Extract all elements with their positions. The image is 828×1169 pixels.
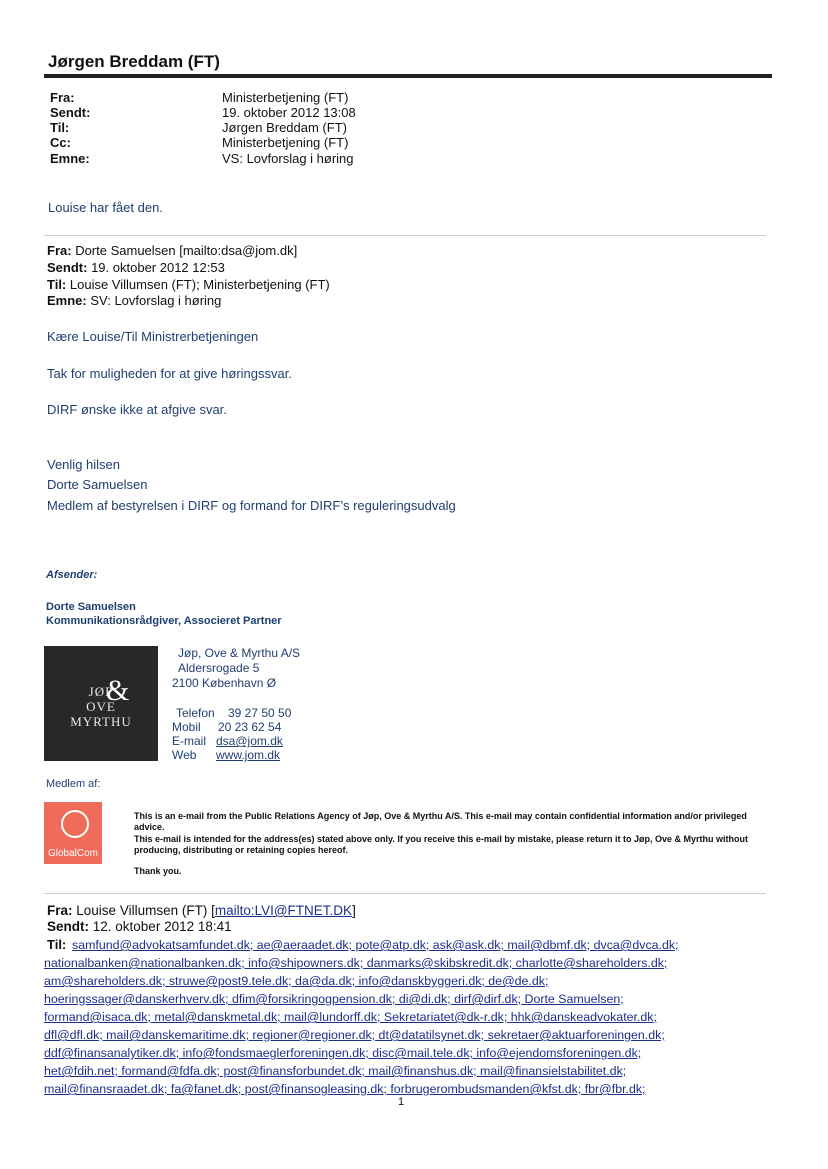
header-subject-value: VS: Lovforslag i høring: [222, 151, 354, 166]
email-link[interactable]: dsa@jom.dk: [216, 734, 283, 748]
company-name: Jøp, Ove & Myrthu A/S: [178, 646, 301, 660]
globalcom-logo: GlobalCom: [44, 802, 102, 864]
globe-icon: [61, 810, 89, 838]
sender-title: Kommunikationsrådgiver, Associeret Partner: [46, 615, 282, 627]
mobile-value: 20 23 62 54: [218, 720, 282, 734]
recipient-line[interactable]: samfund@advokatsamfundet.dk; ae@aeraadet.dk; pote@atp.dk; ask@ask.dk; mail@dbmf.dk; dvca@dvca.dk;: [72, 938, 679, 952]
header-subject-label: Emne:: [50, 151, 90, 166]
greeting: Kære Louise/Til Ministrerbetjeningen: [47, 329, 259, 344]
disclaimer-2: This e-mail is intended for the address(es) stated above only. If you receive this e-mail by mistake, please return it to Jøp, Ove & Myrthu without producing, distributing or retaining copies hereof.: [134, 834, 748, 855]
recipient-line[interactable]: ddf@finansanalytiker.dk; info@fondsmaeglerforeningen.dk; disc@mail.tele.dk; info@ejendomsforeningen.dk;: [44, 1046, 642, 1060]
afsender-label: Afsender:: [46, 569, 98, 581]
email-label: E-mail: [172, 734, 207, 748]
web-link[interactable]: www.jom.dk: [216, 748, 281, 762]
recipient-line[interactable]: dfl@dfl.dk; mail@danskemaritime.dk; regioner@regioner.dk; dt@datatilsynet.dk; sekretaer@aktuarforeningen.dk;: [44, 1028, 665, 1042]
msg3-from-link[interactable]: mailto:LVI@FTNET.DK: [214, 903, 353, 918]
header-from-label: Fra:: [50, 90, 75, 105]
header-to-value: Jørgen Breddam (FT): [222, 120, 347, 135]
msg2-subject: Emne: SV: Lovforslag i høring: [47, 293, 222, 308]
phone-label: Telefon: [176, 706, 215, 720]
header-from-value: Ministerbetjening (FT): [222, 90, 349, 105]
medlem-label: Medlem af:: [46, 778, 101, 790]
msg2-from: Fra: Dorte Samuelsen [mailto:dsa@jom.dk]: [47, 243, 298, 258]
phone-value: 39 27 50 50: [228, 706, 292, 720]
separator-2: [44, 893, 766, 894]
header-cc-label: Cc:: [50, 135, 71, 150]
title-rule: [44, 74, 772, 78]
paragraph-1: Tak for muligheden for at give høringssvar.: [47, 366, 292, 381]
page-number: 1: [398, 1096, 405, 1108]
mobile-label: Mobil: [172, 720, 201, 734]
recipient-line[interactable]: nationalbanken@nationalbanken.dk; info@shipowners.dk; danmarks@skibskredit.dk; charlotte@shareholders.dk;: [44, 956, 668, 970]
reply-text: Louise har fået den.: [48, 200, 163, 215]
document-title: Jørgen Breddam (FT): [48, 52, 220, 71]
header-sent-value: 19. oktober 2012 13:08: [222, 105, 356, 120]
signoff: Venlig hilsen: [47, 457, 120, 472]
jom-logo: JØP OVE MYRTHU &: [44, 646, 158, 761]
msg3-to-label: Til:: [47, 937, 67, 952]
msg3-from: Fra: Louise Villumsen (FT) [mailto:LVI@FTNET.DK]: [47, 903, 356, 918]
recipient-line[interactable]: mail@finansraadet.dk; fa@fanet.dk; post@finansogleasing.dk; forbrugerombudsmanden@kfst.dk; fbr@fbr.dk;: [44, 1082, 646, 1096]
msg2-sent: Sendt: 19. oktober 2012 12:53: [47, 260, 225, 275]
header-cc-value: Ministerbetjening (FT): [222, 135, 349, 150]
recipient-line[interactable]: het@fdih.net; formand@fdfa.dk; post@finansforbundet.dk; mail@finanshus.dk; mail@finansielstabilitet.dk;: [44, 1064, 627, 1078]
recipient-list: [44, 936, 784, 1098]
msg2-to: Til: Louise Villumsen (FT); Ministerbetjening (FT): [47, 277, 330, 292]
recipient-line[interactable]: am@shareholders.dk; struwe@post9.tele.dk; da@da.dk; info@danskbyggeri.dk; de@de.dk;: [44, 974, 549, 988]
signoff-role: Medlem af bestyrelsen i DIRF og formand for DIRF’s reguleringsudvalg: [47, 498, 456, 513]
header-to-label: Til:: [50, 120, 70, 135]
separator-1: [44, 235, 766, 236]
disclaimer-1: This is an e-mail from the Public Relations Agency of Jøp, Ove & Myrthu A/S. This e-mail may contain confidential information and/or privileged advice.: [134, 811, 747, 832]
sender-name: Dorte Samuelsen: [46, 601, 136, 613]
header-sent-label: Sendt:: [50, 105, 91, 120]
recipient-line[interactable]: hoeringssager@danskerhverv.dk; dfim@forsikringogpension.dk; di@di.dk; dirf@dirf.dk; Dorte Samuelsen;: [44, 992, 624, 1006]
web-label: Web: [172, 748, 197, 762]
recipient-line[interactable]: formand@isaca.dk; metal@danskmetal.dk; mail@lundorff.dk; Sekretariatet@dk-r.dk; hhk@danskeadvokater.dk;: [44, 1010, 657, 1024]
company-city: 2100 København Ø: [172, 676, 277, 690]
disclaimer-thanks: Thank you.: [134, 866, 182, 876]
signoff-name: Dorte Samuelsen: [47, 477, 148, 492]
paragraph-2: DIRF ønske ikke at afgive svar.: [47, 402, 227, 417]
company-street: Aldersrogade 5: [178, 661, 260, 675]
msg3-sent: Sendt: 12. oktober 2012 18:41: [47, 919, 232, 934]
